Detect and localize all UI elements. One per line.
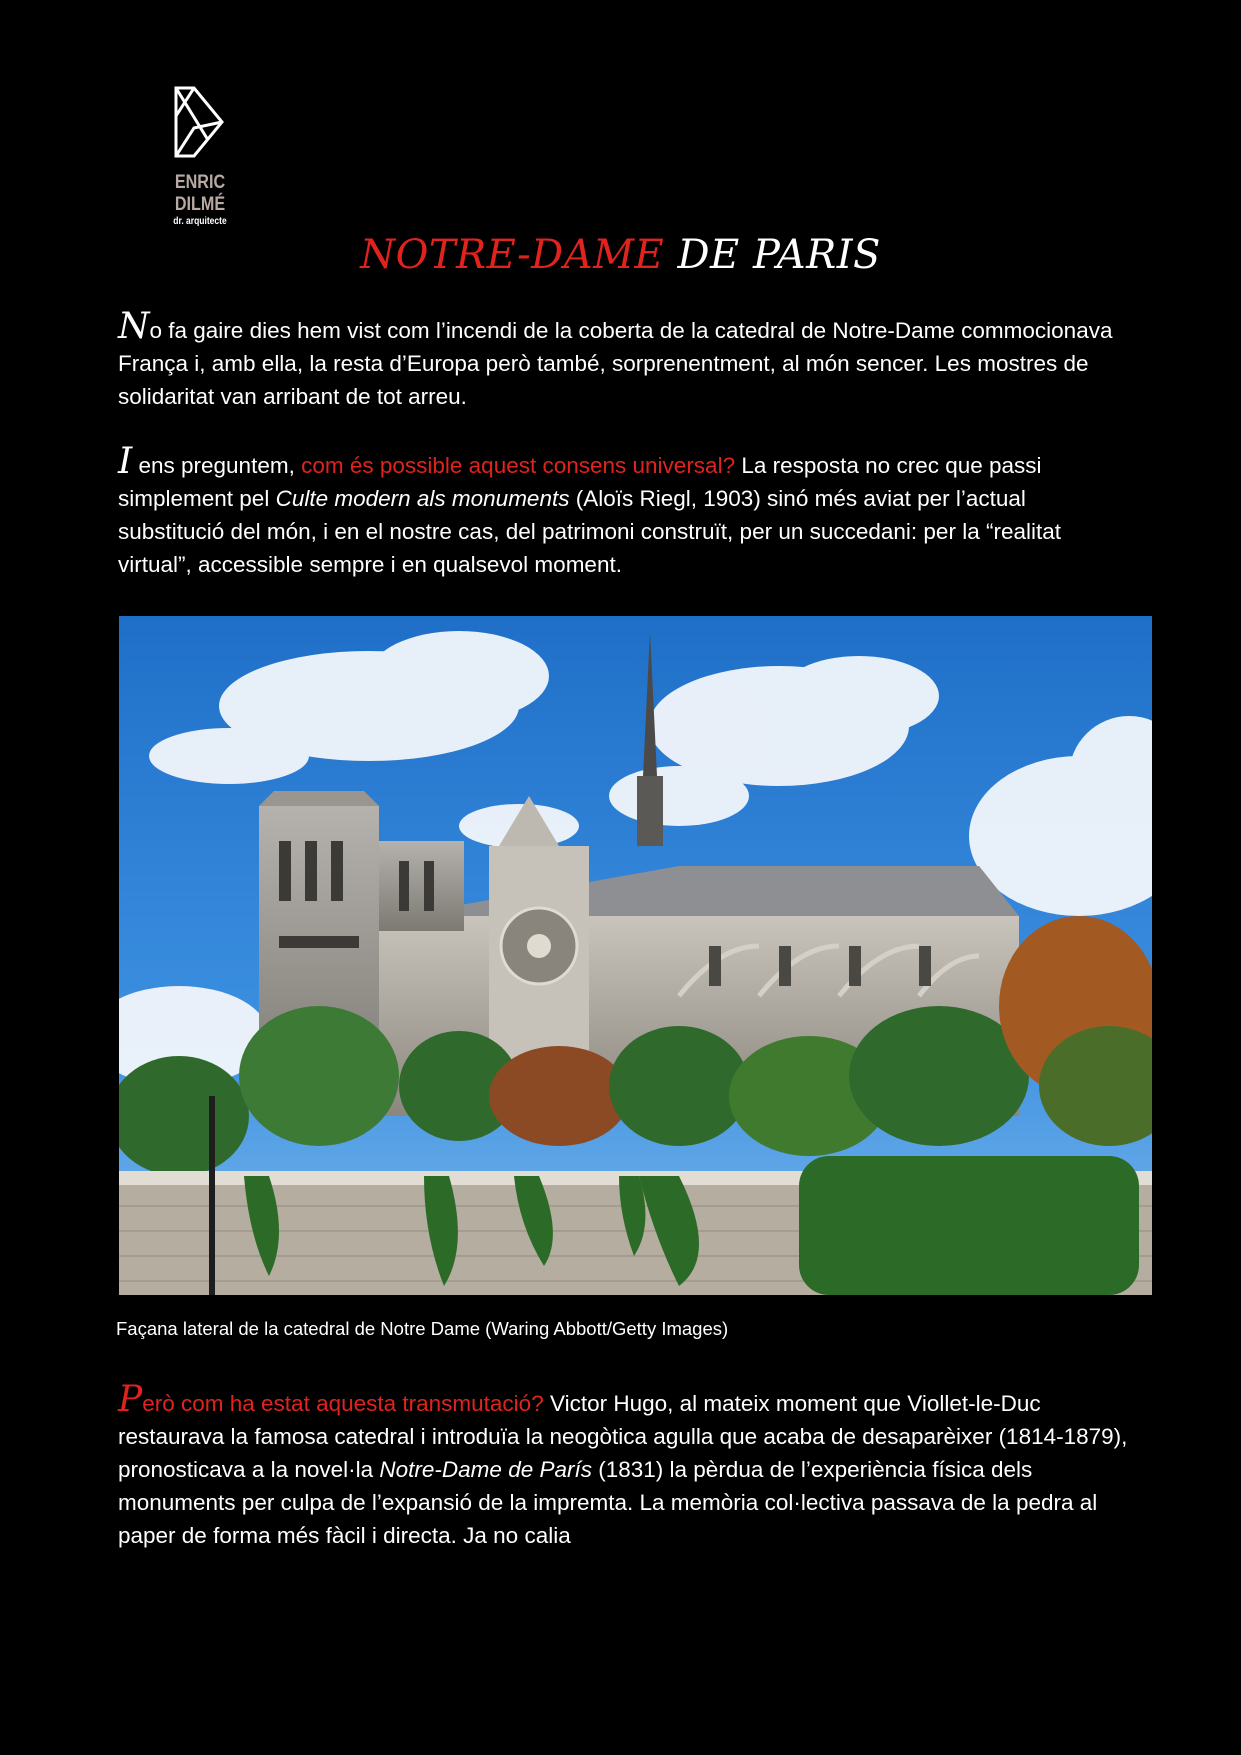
paragraph-2: [118, 441, 1138, 581]
photo-caption: Façana lateral de la catedral de Notre Dame (Waring Abbott/Getty Images): [116, 1318, 729, 1339]
paragraph-text: o fa gaire dies hem vist com l’incendi de la coberta de la catedral de Notre-Dame commocionava França i, amb ella, la resta d’Europa però també, sorprenentment, al món sencer. Les mostres de solidaritat van arribant de tot arreu.: [118, 318, 1113, 409]
cathedral-illustration: [119, 616, 1152, 1295]
page-title: [0, 232, 1241, 278]
drop-cap: I: [118, 441, 133, 482]
paragraph-text: (Aloïs Riegl, 1903) sinó més aviat per l’actual substitució del món, i en el nostre cas, del patrimoni construït, per un succedani: per la “realitat virtual”, accessible sempre i en qualsevol moment.: [118, 486, 1061, 577]
logo: [140, 82, 260, 227]
paragraph-lead: ens preguntem,: [132, 453, 302, 478]
title-part-white: DE PARIS: [677, 232, 881, 278]
paragraph-text: (1831) la pèrdua de l’experiència física dels monuments per culpa de l’expansió de la impremta. La memòria col·lectiva passava de la pedra al paper de forma més fàcil i directa. Ja no calia: [118, 1457, 1098, 1548]
logo-subtitle: dr. arquitecte: [173, 216, 227, 227]
paragraph-text: Victor Hugo, al mateix moment que Viollet-le-Duc restaurava la famosa catedral i introduïa la neogòtica agulla que acaba de desaparèixer (1814-1879), pronosticava a la novel·la: [118, 1391, 1128, 1482]
drop-cap: P: [118, 1379, 143, 1420]
paragraph-text: La resposta no crec que passi simplement pel: [118, 453, 1042, 511]
italic-title: Culte modern als monuments: [275, 486, 570, 511]
highlighted-question: erò com ha estat aquesta transmutació?: [142, 1391, 544, 1416]
drop-cap: N: [118, 306, 150, 347]
logo-name: ENRIC DILMÉ: [174, 172, 226, 215]
paragraph-3: [118, 1379, 1138, 1552]
highlighted-question: com és possible aquest consens universal?: [301, 453, 736, 478]
logo-mark-icon: [170, 82, 230, 162]
cathedral-photo: [119, 616, 1152, 1295]
italic-title: Notre-Dame de París: [379, 1457, 592, 1482]
paragraph-1: [118, 306, 1138, 413]
title-part-red: NOTRE-DAME: [360, 232, 665, 278]
